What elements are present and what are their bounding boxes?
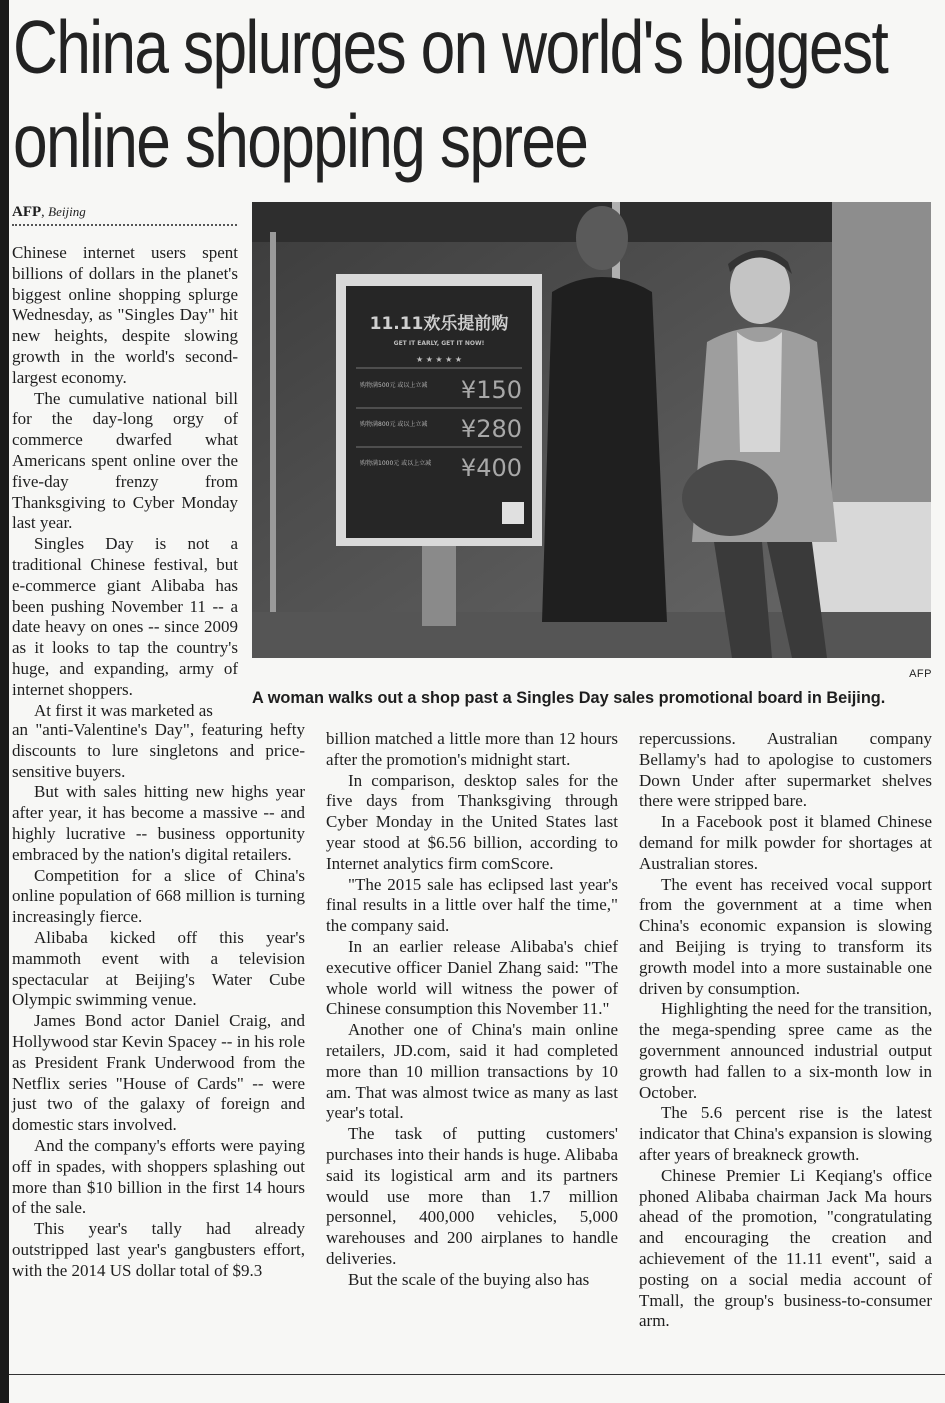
sign-subtitle: GET IT EARLY, GET IT NOW! (393, 340, 485, 347)
article-column-1-top (12, 243, 238, 721)
headline-line-1: China splurges on world's biggest (13, 5, 888, 89)
sign-offer-amount: ¥400 (460, 454, 522, 482)
door-frame-left (270, 232, 276, 658)
paragraph: The 5.6 percent rise is the latest indicator that China's expansion is slowing after years of breakneck growth. (639, 1103, 932, 1164)
photo-illustration (252, 202, 931, 658)
article-column-3 (639, 729, 932, 1332)
woman-handbag (682, 460, 778, 536)
paragraph: The event has received vocal support from the government at a time when China's economic expansion is slowing and Beijing is trying to transform its growth model into a more sustainable one driven by consumption. (639, 874, 932, 998)
byline-city: Beijing (48, 204, 86, 219)
paragraph: Another one of China's main online retailers, JD.com, said it had completed more than 10 million transactions by 10 am. That was almost twice as many as last year's total. (326, 1020, 618, 1123)
paragraph: Singles Day is not a traditional Chinese festival, but e-commerce giant Alibaba has been pushing November 11 -- a date heavy on ones -- since 2009 as it looks to tap the country's huge, and expanding, army of internet shoppers. (12, 534, 238, 699)
sign-title: 11.11欢乐提前购 (369, 314, 509, 334)
paragraph: James Bond actor Daniel Craig, and Hollywood star Kevin Spacey -- in his role as President Frank Underwood from the Netflix series "House of Cards" -- were just two of the galaxy of foreign and domestic stars involved. (12, 1011, 305, 1135)
bottom-divider (9, 1374, 945, 1375)
paragraph: Chinese internet users spent billions of dollars in the planet's biggest online shopping splurge Wednesday, as "Singles Day" hit new heights, despite slowing growth in the world's second-largest economy. (12, 243, 238, 387)
paragraph: The cumulative national bill for the day-long orgy of commerce dwarfed what Americans spent online over the five-day frenzy from Thanksgiving to Cyber Monday last year. (12, 388, 238, 533)
paragraph: billion matched a little more than 12 hours after the promotion's midnight start. (326, 729, 618, 769)
paragraph: Competition for a slice of China's online population of 668 million is turning increasingly fierce. (12, 865, 305, 927)
paragraph: an "anti-Valentine's Day", featuring hefty discounts to lure singletons and price-sensitive buyers. (12, 720, 305, 781)
byline: AFP, Beijing (12, 204, 86, 220)
sign-stand (422, 546, 456, 626)
woman-scarf (737, 332, 782, 452)
paragraph: In a Facebook post it blamed Chinese demand for milk powder for shortages at Australian stores. (639, 812, 932, 873)
sign-offer-amount: ¥150 (460, 376, 522, 404)
paragraph: repercussions. Australian company Bellamy's had to apologise to customers Down Under after supermarket shelves there were stripped bare. (639, 729, 932, 811)
photo-credit: AFP (909, 668, 932, 680)
qr-code (502, 502, 524, 524)
paragraph: And the company's efforts were paying off in spades, with shoppers splashing out more than $10 billion in the first 14 hours of the sale. (12, 1135, 305, 1218)
paragraph: Highlighting the need for the transition, the mega-spending spree came as the government announced industrial output growth had fallen to a six-month low in October. (639, 999, 932, 1102)
news-photo (252, 202, 931, 658)
paragraph: But the scale of the buying also has (348, 1269, 590, 1289)
paragraph: In comparison, desktop sales for the five days from Thanksgiving through Cyber Monday in the United States last year stood at $6.56 billion, according to Internet analytics firm comScore. (326, 770, 618, 873)
headline-line-2: online shopping spree (13, 99, 588, 183)
sign-stars: ★ ★ ★ ★ ★ (415, 355, 463, 364)
article-column-2 (326, 729, 618, 1291)
article-column-1-bottom (12, 720, 305, 1282)
sign-offer-condition: 购物满1000元 或以上立减 (360, 460, 432, 467)
byline-agency: AFP (12, 204, 42, 220)
sign-offer-condition: 购物满500元 或以上立减 (360, 382, 428, 389)
paragraph: This year's tally had already outstripped last year's gangbusters effort, with the 2014 US dollar total of $9.3 (12, 1219, 305, 1280)
paragraph: The task of putting customers' purchases into their hands is huge. Alibaba said its logistical arm and its partners would use more than 1.7 million personnel, 400,000 vehicles, 5,000 warehouses and 200 airplanes to handle deliveries. (326, 1124, 618, 1268)
paragraph: "The 2015 sale has eclipsed last year's final results in a little over half the time," the company said. (326, 874, 618, 936)
paragraph: Chinese Premier Li Keqiang's office phoned Alibaba chairman Jack Ma hours ahead of the promotion, "congratulating and encouraging the creation and achievement of the 11.11 event", said a posting on a social media account of Tmall, the group's business-to-consumer arm. (639, 1165, 932, 1331)
byline-divider (12, 224, 237, 226)
paragraph: At first it was marketed as (34, 700, 213, 720)
page-edge-bar (0, 0, 9, 1403)
man-head (576, 206, 628, 270)
headline (13, 0, 888, 188)
sign-offer-condition: 购物满800元 或以上立减 (360, 421, 428, 428)
man-body (542, 277, 667, 622)
paragraph: Alibaba kicked off this year's mammoth event with a television spectacular at Beijing's Water Cube Olympic swimming venue. (12, 927, 305, 1010)
sign-offer-amount: ¥280 (460, 415, 522, 443)
paragraph: But with sales hitting new highs year after year, it has become a massive -- and highly lucrative -- business opportunity embraced by the nation's digital retailers. (12, 782, 305, 864)
photo-caption: A woman walks out a shop past a Singles Day sales promotional board in Beijing. (252, 688, 886, 707)
paragraph: In an earlier release Alibaba's chief executive officer Daniel Zhang said: "The whole world will witness the power of Chinese consumption this November 11." (326, 936, 618, 1019)
